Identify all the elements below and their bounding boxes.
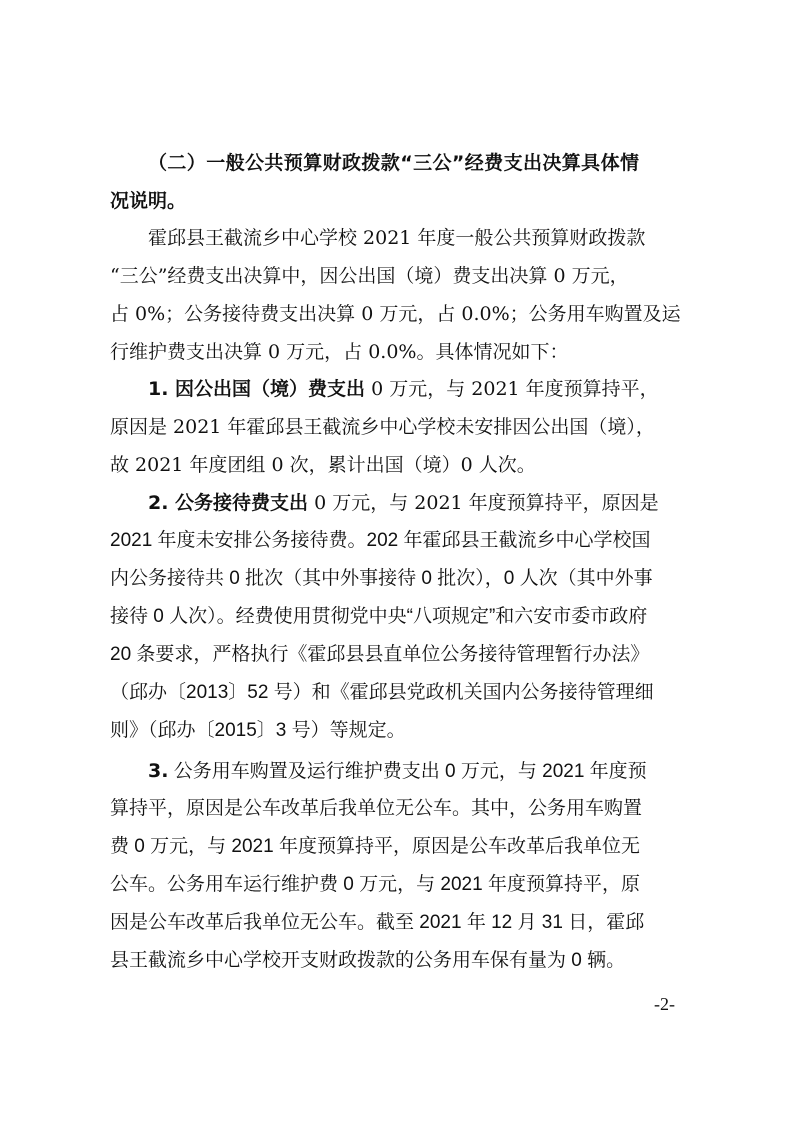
item-2-line-1 [148,490,659,516]
item-2-line-2: 2021 年度未安排公务接待费。202 年霍邱县王截流乡中心学校国 [110,530,651,551]
intro-line-4: 行维护费支出决算 0 万元，占 0.0%。具体情况如下： [110,341,569,363]
item-1-line-1-text: 0 万元，与 2021 年度预算持平， [365,378,659,400]
item-1-label: 1. 因公出国（境）费支出 [148,378,366,400]
item-2-line-3: 内公务接待共 0 批次（其中外事接待 0 批次），0 人次（其中外事 [110,568,653,589]
intro-line-2: “三公”经费支出决算中，因公出国（境）费支出决算 0 万元， [110,265,629,287]
intro-line-1: 霍邱县王截流乡中心学校 2021 年度一般公共预算财政拨款 [148,227,646,249]
item-1-line-2: 原因是 2021 年霍邱县王截流乡中心学校未安排因公出国（境）， [110,416,655,438]
item-1-line-1 [148,376,659,402]
item-3-line-1-text: 公务用车购置及运行维护费支出 0 万元，与 2021 年度预 [168,761,647,782]
item-2-line-4: 接待 0 人次）。经费使用贯彻党中央“八项规定”和六安市委市政府 [110,606,648,627]
section-heading-line-2: 况说明。 [110,190,187,212]
item-3-line-1 [148,758,647,784]
item-2-line-1-text: 0 万元，与 2021 年度预算持平，原因是 [308,492,659,514]
item-2-line-6: （邱办〔2013〕52 号）和《霍邱县党政机关国内公务接待管理细 [110,682,654,703]
intro-line-3: 占 0%；公务接待费支出决算 0 万元，占 0.0%；公务用车购置及运 [110,303,681,325]
page-number: -2- [654,994,675,1014]
item-1-line-3: 故 2021 年度团组 0 次，累计出国（境）0 人次。 [110,454,536,476]
item-3-line-2: 算持平，原因是公车改革后我单位无公车。其中，公务用车购置 [110,798,643,819]
section-heading-line-1: （二）一般公共预算财政拨款“三公”经费支出决算具体情 [148,152,640,174]
item-3-line-3: 费 0 万元，与 2021 年度预算持平，原因是公车改革后我单位无 [110,836,640,857]
item-3-line-4: 公车。公务用车运行维护费 0 万元，与 2021 年度预算持平，原 [110,874,640,895]
item-2-line-5: 20 条要求，严格执行《霍邱县县直单位公务接待管理暂行办法》 [110,644,650,665]
item-3-line-6: 县王截流乡中心学校开支财政拨款的公务用车保有量为 0 辆。 [110,950,626,971]
item-3-line-5: 因是公车改革后我单位无公车。截至 2021 年 12 月 31 日，霍邱 [110,912,645,933]
item-2-line-7: 则》（邱办〔2015〕3 号）等规定。 [110,720,406,741]
item-3-label: 3. [148,760,169,782]
item-2-label: 2. 公务接待费支出 [148,492,309,514]
